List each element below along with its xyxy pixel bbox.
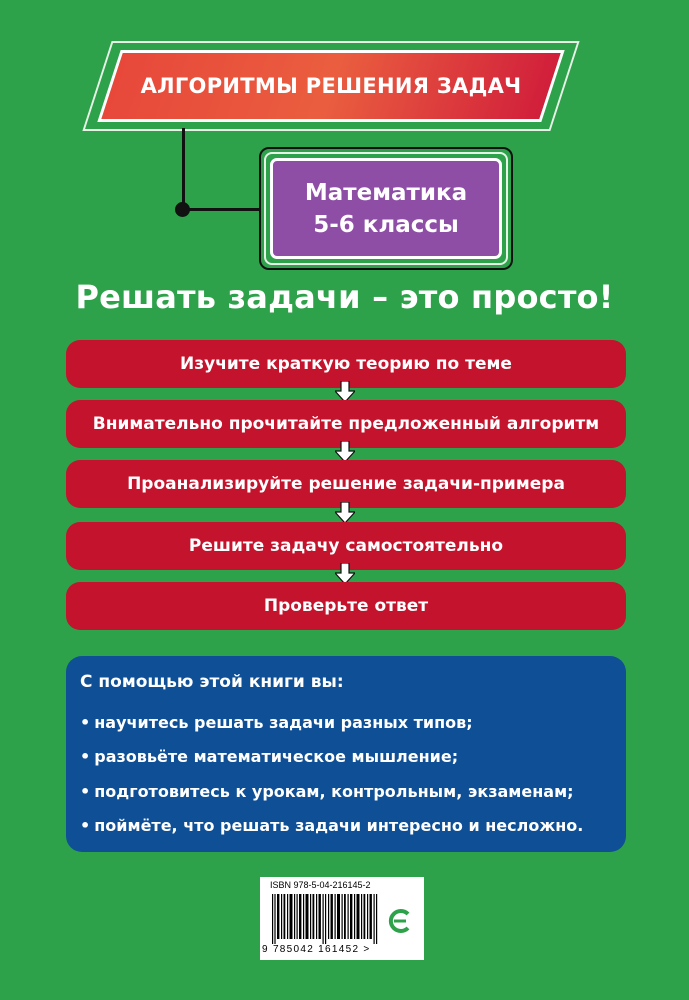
bullet: •	[80, 782, 91, 801]
benefit-item	[80, 782, 574, 801]
series-title: АЛГОРИТМЫ РЕШЕНИЯ ЗАДАЧ	[140, 74, 522, 98]
connector-dot	[175, 202, 190, 217]
benefit-text: подготовитесь к урокам, контрольным, экзаменам;	[94, 782, 574, 801]
step-5: Проверьте ответ	[66, 582, 626, 630]
benefit-item	[80, 747, 458, 766]
connector-line-horizontal	[182, 208, 262, 211]
step-4: Решите задачу самостоятельно	[66, 522, 626, 570]
isbn-label: ISBN 978-5-04-216145-2	[270, 880, 371, 890]
slogan-heading: Решать задачи – это просто!	[75, 278, 614, 316]
step-3: Проанализируйте решение задачи-примера	[66, 460, 626, 508]
barcode-digits: 9 785042 161452 >	[262, 944, 371, 955]
benefits-title: С помощью этой книги вы:	[80, 672, 344, 692]
subject-grades: 5-6 классы	[313, 211, 459, 238]
benefit-item	[80, 816, 583, 835]
subject-name: Математика	[304, 179, 468, 206]
connector-line-vertical	[182, 128, 185, 210]
step-2: Внимательно прочитайте предложенный алгоритм	[66, 400, 626, 448]
subject-box	[270, 158, 502, 259]
bullet: •	[80, 713, 91, 732]
bullet: •	[80, 816, 91, 835]
eksmo-logo-icon	[388, 907, 412, 935]
step-1: Изучите краткую теорию по теме	[66, 340, 626, 388]
bullet: •	[80, 747, 91, 766]
benefit-text: научитесь решать задачи разных типов;	[94, 713, 473, 732]
benefit-item	[80, 713, 473, 732]
benefit-text: разовьёте математическое мышление;	[94, 747, 459, 766]
benefit-text: поймёте, что решать задачи интересно и несложно.	[94, 816, 584, 835]
arrow-down-icon	[335, 502, 355, 524]
barcode-bars	[272, 894, 382, 944]
